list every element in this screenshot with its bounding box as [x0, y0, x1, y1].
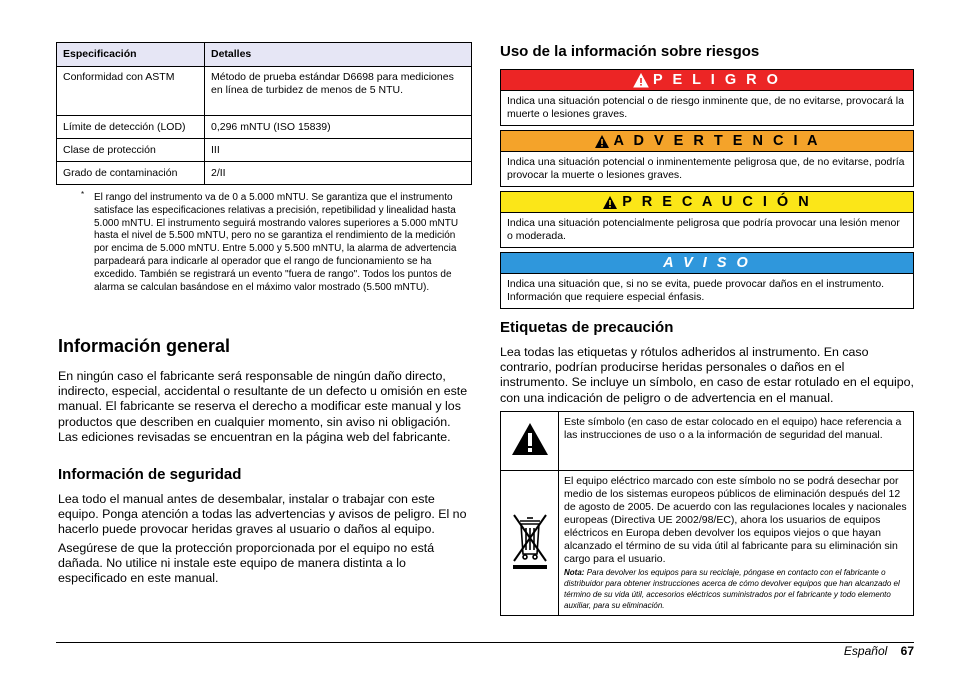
spec-value: 2/II — [205, 162, 472, 185]
crossed-bin-icon — [508, 509, 552, 573]
spec-value: 0,296 mNTU (ISO 15839) — [205, 116, 472, 139]
spec-name: Grado de contaminación — [57, 162, 205, 185]
column-header: Detalles — [205, 43, 472, 67]
safety-paragraph-2: Asegúrese de que la protección proporcionada por el equipo no está dañada. No utilice ni instale este equipo de manera distinta a lo especificado en este manual. — [58, 541, 435, 586]
precaution-labels-table — [500, 411, 914, 616]
warning-banner — [501, 131, 913, 152]
symbol-description — [559, 471, 914, 616]
page-number: 67 — [900, 644, 914, 658]
note-text: Para devolver los equipos para su reciclaje, póngase en contacto con el fabricante o distribuidor para obtener instrucciones acerca de cómo devolver equipos que han alcanzado el término de su vida útil, accesorios eléctricos suministrados por el fabricante y todo elemento auxiliar, para su eliminación. — [564, 568, 900, 610]
table-row — [57, 116, 472, 139]
notice-label: A V I S O — [663, 255, 751, 271]
labels-paragraph: Lea todas las etiquetas y rótulos adheridos al instrumento. En caso contrario, podrían producirse heridas personales o daños en el instrumento. Se incluye un símbolo, en caso de estar rotulado en el equipo, con una indicación de peligro o de advertencia en el manual. — [500, 345, 914, 405]
table-row — [57, 139, 472, 162]
danger-label: P E L I G R O — [653, 72, 781, 88]
notice-text: Indica una situación que, si no se evita, puede provocar daños en el instrumento. Información que requiere especial énfasis. — [507, 278, 885, 303]
danger-banner — [501, 70, 913, 91]
column-header: Especificación — [57, 43, 205, 67]
spec-name: Límite de detección (LOD) — [57, 116, 205, 139]
symbol-description: Este símbolo (en caso de estar colocado en el equipo) hace referencia a las instrucciones de uso o a la información de seguridad del manual. — [559, 412, 914, 471]
caution-banner — [501, 192, 913, 213]
table-row — [501, 412, 914, 471]
section-title-labels: Etiquetas de precaución — [500, 319, 674, 336]
caution-label: P R E C A U C I Ó N — [622, 194, 812, 210]
general-paragraph: En ningún caso el fabricante será responsable de ningún daño directo, indirecto, especial, accidental o resultante de un defecto u omisión en este manual. El fabricante se reserva el derecho a modificar este manual y los productos que describen en cualquier momento, sin aviso ni obligación. Las ediciones revisadas se encuentran en la página web del fabricante. — [58, 369, 468, 444]
table-footnote — [82, 192, 468, 294]
warning-triangle-icon — [594, 134, 610, 149]
table-row — [501, 471, 914, 616]
warning-triangle-icon — [633, 73, 649, 88]
table-row — [57, 162, 472, 185]
spec-name: Clase de protección — [57, 139, 205, 162]
disposal-text: El equipo eléctrico marcado con este símbolo no se podrá desechar por medio de los sistemas europeos públicos de eliminación después del 12 de agosto de 2005. De acuerdo con las regulaciones locales y nacionales europeas (Directiva UE 2002/98/EC), ahora los usuarios de equipos eléctricos en Europa deben devolver los equipos viejos o que hayan alcanzado el término de su vida útil al fabricante para su eliminación sin cargo para el usuario. — [564, 475, 907, 565]
spec-value: Método de prueba estándar D6698 para mediciones en línea de turbidez de menos de 5 NTU. — [205, 67, 472, 116]
danger-box — [500, 69, 914, 126]
notice-box — [500, 252, 914, 309]
warning-box — [500, 130, 914, 187]
section-title-risk: Uso de la información sobre riesgos — [500, 43, 760, 60]
footnote-text: El rango del instrumento va de 0 a 5.000 mNTU. Se garantiza que el instrumento satisface las especificaciones relativas a precisión, repetibilidad y linealidad hasta 5.000 mNTU. El instrumento seguirá mostrando valores superiores a 5.000 mNTU hasta el nivel de 5.500 mNTU, pero no se garantiza el rendimiento de la medición por encima de 5.000 mNTU. Entre 5.000 y 5.500 mNTU, la alarma de advertencia parpadeará para indicarle al operador que el rango de funcionamiento se ha excedido. También se registrará un evento "fuera de rango". Todos los puntos de alarma se calculan basándose en el máximo valor mostrado (5.500 mNTU). — [94, 192, 459, 293]
footer-divider — [56, 642, 914, 643]
table-header-row — [57, 43, 472, 67]
symbol-cell — [501, 412, 559, 471]
danger-text: Indica una situación potencial o de riesgo inminente que, de no evitarse, provocará la muerte o lesiones graves. — [507, 95, 904, 120]
notice-banner — [501, 253, 913, 274]
warning-text: Indica una situación potencial o inminentemente peligrosa que, de no evitarse, podría provocar la muerte o lesiones graves. — [507, 156, 905, 181]
table-row — [57, 67, 472, 116]
warning-triangle-icon — [510, 421, 550, 457]
symbol-cell — [501, 471, 559, 616]
specifications-table — [56, 42, 472, 185]
caution-text: Indica una situación potencialmente peligrosa que podría provocar una lesión menor o moderada. — [507, 217, 900, 242]
disposal-note — [564, 567, 908, 611]
safety-paragraph-1: Lea todo el manual antes de desembalar, instalar o trabajar con este equipo. Ponga atención a todas las advertencias y avisos de peligro. El no hacerlo puede provocar heridas graves al usuario o daños al equipo. — [58, 492, 467, 537]
page-footer — [844, 644, 914, 658]
warning-label: A D V E R T E N C I A — [613, 133, 821, 149]
spec-name: Conformidad con ASTM — [57, 67, 205, 116]
note-label: Nota: — [564, 568, 585, 577]
caution-box — [500, 191, 914, 248]
section-title-general: Información general — [58, 336, 231, 356]
section-title-safety: Información de seguridad — [58, 466, 242, 483]
footnote-mark: * — [81, 190, 85, 199]
footer-language: Español — [843, 644, 888, 658]
warning-triangle-icon — [602, 195, 618, 210]
spec-value: III — [205, 139, 472, 162]
